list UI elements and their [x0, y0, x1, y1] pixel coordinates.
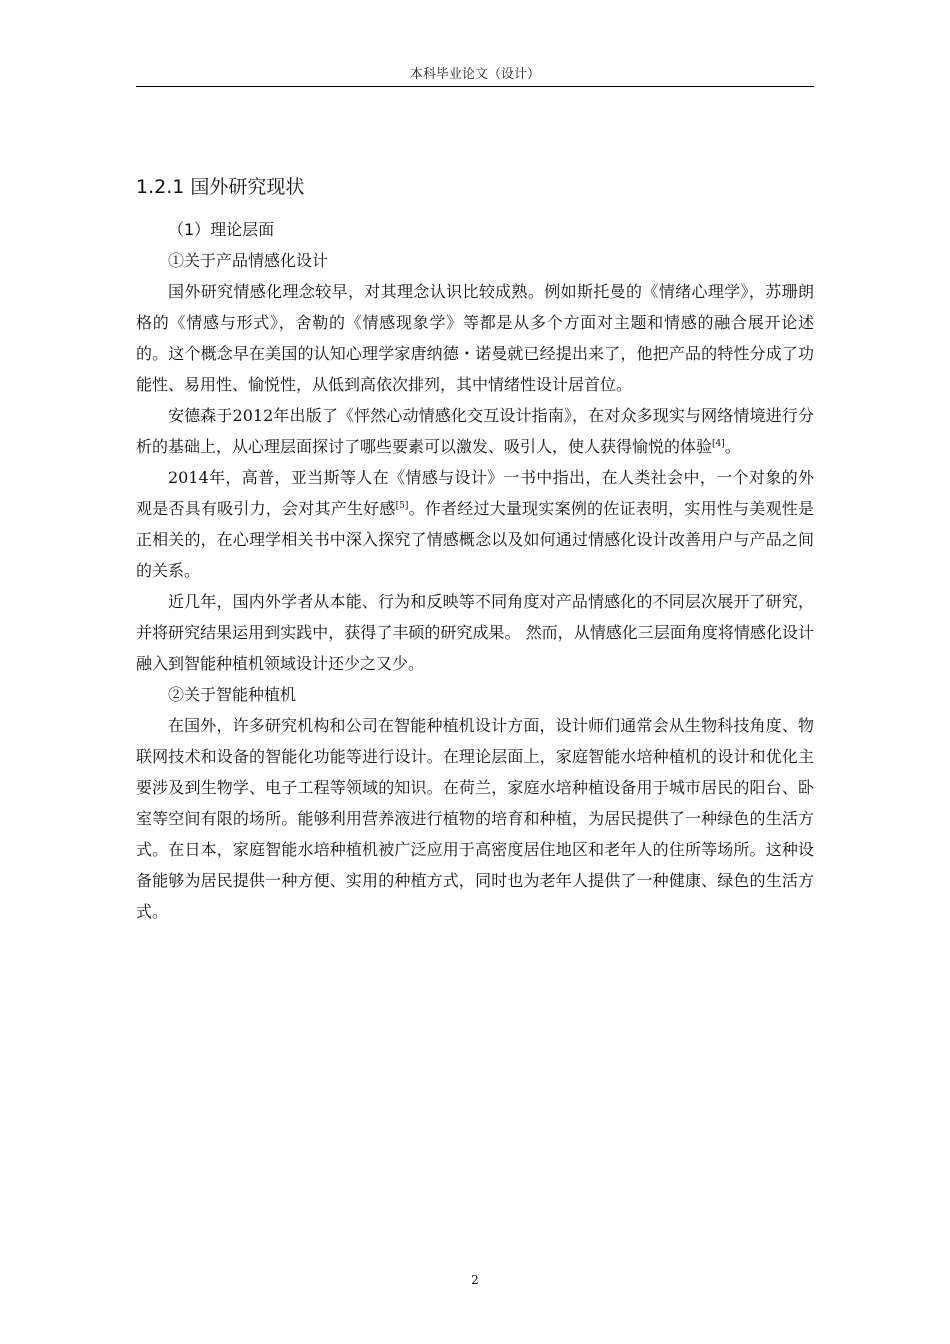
subsection-emotional-design: ①关于产品情感化设计 [168, 251, 329, 270]
paragraph-1: 国外研究情感化理念较早，对其理念认识比较成熟。例如斯托曼的《情绪心理学》，苏珊朗格的《情感与形式》，舍勒的《情感现象学》等都是从多个方面对主题和情感的融合展开论述的。这个概念早在美国的认知心理学家唐纳德・诺曼就已经提出来了，他把产品的特性分成了功能性、易用性、愉悦性，从低到高依次排列，其中情绪性设计居首位。 [136, 282, 814, 394]
paragraph-2 [136, 400, 814, 462]
paragraph-3 [136, 462, 814, 586]
paragraph-2-tail: 。 [724, 437, 741, 456]
section-heading [136, 173, 304, 201]
paragraph-2-text: 安德森于2012年出版了《怦然心动情感化交互设计指南》，在对众多现实与网络情境进行分析的基础上，从心理层面探讨了哪些要素可以激发、吸引人，使人获得愉悦的体验 [136, 406, 814, 456]
subsection-smart-planter: ②关于智能种植机 [168, 685, 297, 704]
subheading-theory: （1）理论层面 [168, 220, 275, 239]
paragraph-4: 近几年，国内外学者从本能、行为和反映等不同角度对产品情感化的不同层次展开了研究，并将研究结果运用到实践中，获得了丰硕的研究成果。 然而，从情感化三层面角度将情感化设计融入到智能种植机领域设计还少之又少。 [136, 592, 814, 673]
page-header: 本科毕业论文（设计） [409, 67, 540, 82]
page-number: 2 [471, 1273, 479, 1287]
citation-4: [4] [712, 439, 725, 449]
paragraph-3-tail: 。作者经过大量现实案例的佐证表明，实用性与美观性是正相关的，在心理学相关书中深入探究了情感概念以及如何通过情感化设计改善用户与产品之间的关系。 [136, 499, 814, 580]
section-title: 国外研究现状 [190, 176, 305, 198]
section-number: 1.2.1 [136, 176, 185, 198]
header-rule [136, 86, 814, 87]
body-text [136, 214, 814, 927]
paragraph-3-text: 2014年，高普，亚当斯等人在《情感与设计》一书中指出，在人类社会中，一个对象的外观是否具有吸引力，会对其产生好感 [136, 468, 814, 518]
paragraph-5: 在国外，许多研究机构和公司在智能种植机设计方面，设计师们通常会从生物科技角度、物联网技术和设备的智能化功能等进行设计。在理论层面上，家庭智能水培种植机的设计和优化主要涉及到生物学、电子工程等领域的知识。在荷兰，家庭水培种植设备用于城市居民的阳台、卧室等空间有限的场所。能够利用营养液进行植物的培育和种植，为居民提供了一种绿色的生活方式。在日本，家庭智能水培种植机被广泛应用于高密度居住地区和老年人的住所等场所。这种设备能够为居民提供一种方便、实用的种植方式，同时也为老年人提供了一种健康、绿色的生活方式。 [136, 716, 814, 921]
citation-5: [5] [395, 501, 409, 511]
